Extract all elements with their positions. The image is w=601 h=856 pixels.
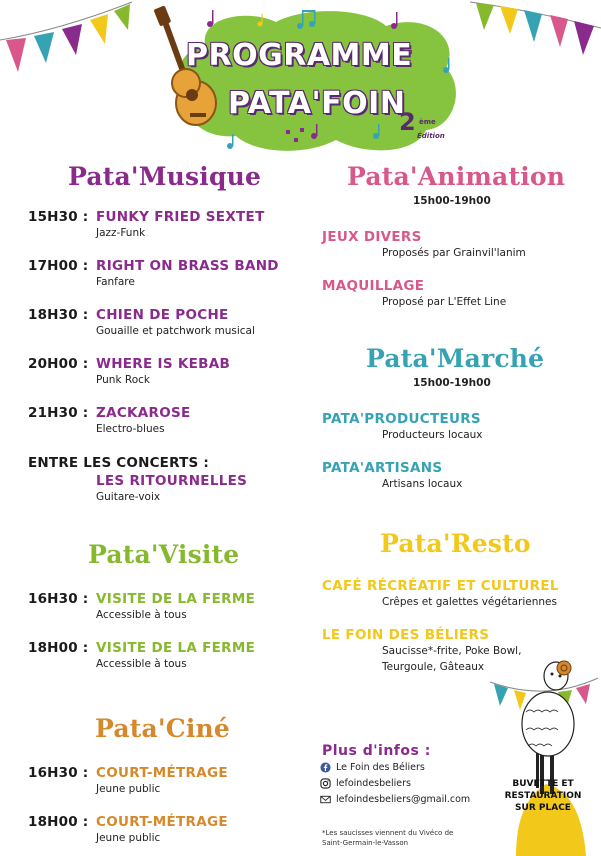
resto-sub-1: Crêpes et galettes végétariennes — [382, 596, 557, 608]
footnote-line1: *Les saucisses viennent du Vivéco de — [322, 829, 454, 837]
edition-suffix: ème — [419, 118, 436, 126]
musique-time-3: 18H30 : — [28, 307, 89, 323]
cine-sub-1: Jeune public — [96, 783, 161, 795]
section-title-animation: Pata'Animation — [347, 162, 566, 191]
section-title-visite: Pata'Visite — [88, 540, 240, 569]
musique-between-sub: Guitare-voix — [96, 491, 161, 503]
marche-hours: 15h00-19h00 — [413, 377, 491, 389]
musique-time-1: 15H30 : — [28, 209, 89, 225]
musique-sub-5: Electro-blues — [96, 423, 165, 435]
musique-time-5: 21H30 : — [28, 405, 89, 421]
musique-sub-2: Fanfare — [96, 276, 135, 288]
bunting-right — [470, 0, 601, 60]
title-line1: PROGRAMME — [186, 38, 413, 73]
section-title-cine: Pata'Ciné — [95, 714, 231, 743]
buvette-line3: SUR PLACE — [515, 803, 571, 813]
section-title-musique: Pata'Musique — [68, 162, 262, 191]
visite-name-1: VISITE DE LA FERME — [96, 591, 256, 607]
resto-name-2: LE FOIN DES BÉLIERS — [322, 627, 490, 643]
musique-time-4: 20H00 : — [28, 356, 89, 372]
animation-name-1: JEUX DIVERS — [322, 229, 422, 245]
musique-name-1: FUNKY FRIED SEXTET — [96, 209, 265, 225]
infos-title: Plus d'infos : — [322, 743, 431, 759]
title-line2: PATA'FOIN — [228, 86, 406, 121]
cine-name-1: COURT-MÉTRAGE — [96, 765, 228, 781]
cine-sub-2: Jeune public — [96, 832, 161, 844]
infos-email[interactable]: lefoindesbeliers@gmail.com — [336, 794, 471, 805]
footnote-line2: Saint-Germain-le-Vasson — [322, 839, 409, 847]
animation-hours: 15h00-19h00 — [413, 195, 491, 207]
section-title-resto: Pata'Resto — [380, 529, 531, 558]
musique-name-3: CHIEN DE POCHE — [96, 307, 229, 323]
footnote — [322, 828, 482, 848]
section-title-marche: Pata'Marché — [366, 344, 545, 373]
cine-name-2: COURT-MÉTRAGE — [96, 814, 228, 830]
musique-name-4: WHERE IS KEBAB — [96, 356, 231, 372]
resto-sub-2a: Saucisse*-frite, Poke Bowl, — [382, 645, 522, 657]
infos-instagram[interactable]: lefoindesbeliers — [336, 778, 411, 789]
marche-name-2: PATA'ARTISANS — [322, 460, 443, 476]
visite-time-2: 18H00 : — [28, 640, 89, 656]
buvette-line2: RESTAURATION — [504, 791, 582, 801]
bunting-left — [0, 0, 135, 75]
buvette-label — [494, 778, 592, 814]
infos-facebook[interactable]: Le Foin des Béliers — [336, 762, 425, 773]
instagram-icon[interactable] — [320, 778, 331, 789]
visite-sub-1: Accessible à tous — [96, 609, 187, 621]
musique-sub-4: Punk Rock — [96, 374, 150, 386]
visite-name-2: VISITE DE LA FERME — [96, 640, 256, 656]
resto-sub-2b: Teurgoule, Gâteaux — [382, 661, 485, 673]
resto-name-1: CAFÉ RÉCRÉATIF ET CULTUREL — [322, 578, 559, 594]
musique-between-label: ENTRE LES CONCERTS : — [28, 455, 209, 471]
cine-time-1: 16H30 : — [28, 765, 89, 781]
cine-time-2: 18H00 : — [28, 814, 89, 830]
ram-mascot — [486, 652, 601, 856]
marche-sub-2: Artisans locaux — [382, 478, 463, 490]
edition-number: 2 — [399, 108, 416, 136]
animation-sub-1: Proposés par Grainvil'lanim — [382, 247, 526, 259]
marche-sub-1: Producteurs locaux — [382, 429, 483, 441]
visite-sub-2: Accessible à tous — [96, 658, 187, 670]
edition-word: Édition — [417, 132, 445, 140]
animation-sub-2: Proposé par L'Effet Line — [382, 296, 507, 308]
buvette-line1: BUVETTE ET — [512, 779, 574, 789]
musique-name-2: RIGHT ON BRASS BAND — [96, 258, 279, 274]
facebook-icon[interactable] — [320, 762, 331, 773]
musique-name-5: ZACKAROSE — [96, 405, 191, 421]
musique-sub-3: Gouaille et patchwork musical — [96, 325, 255, 337]
animation-name-2: MAQUILLAGE — [322, 278, 425, 294]
musique-between-name: LES RITOURNELLES — [96, 473, 248, 489]
marche-name-1: PATA'PRODUCTEURS — [322, 411, 481, 427]
musique-time-2: 17H00 : — [28, 258, 89, 274]
email-icon[interactable] — [320, 794, 331, 805]
visite-time-1: 16H30 : — [28, 591, 89, 607]
musique-sub-1: Jazz-Funk — [96, 227, 146, 239]
